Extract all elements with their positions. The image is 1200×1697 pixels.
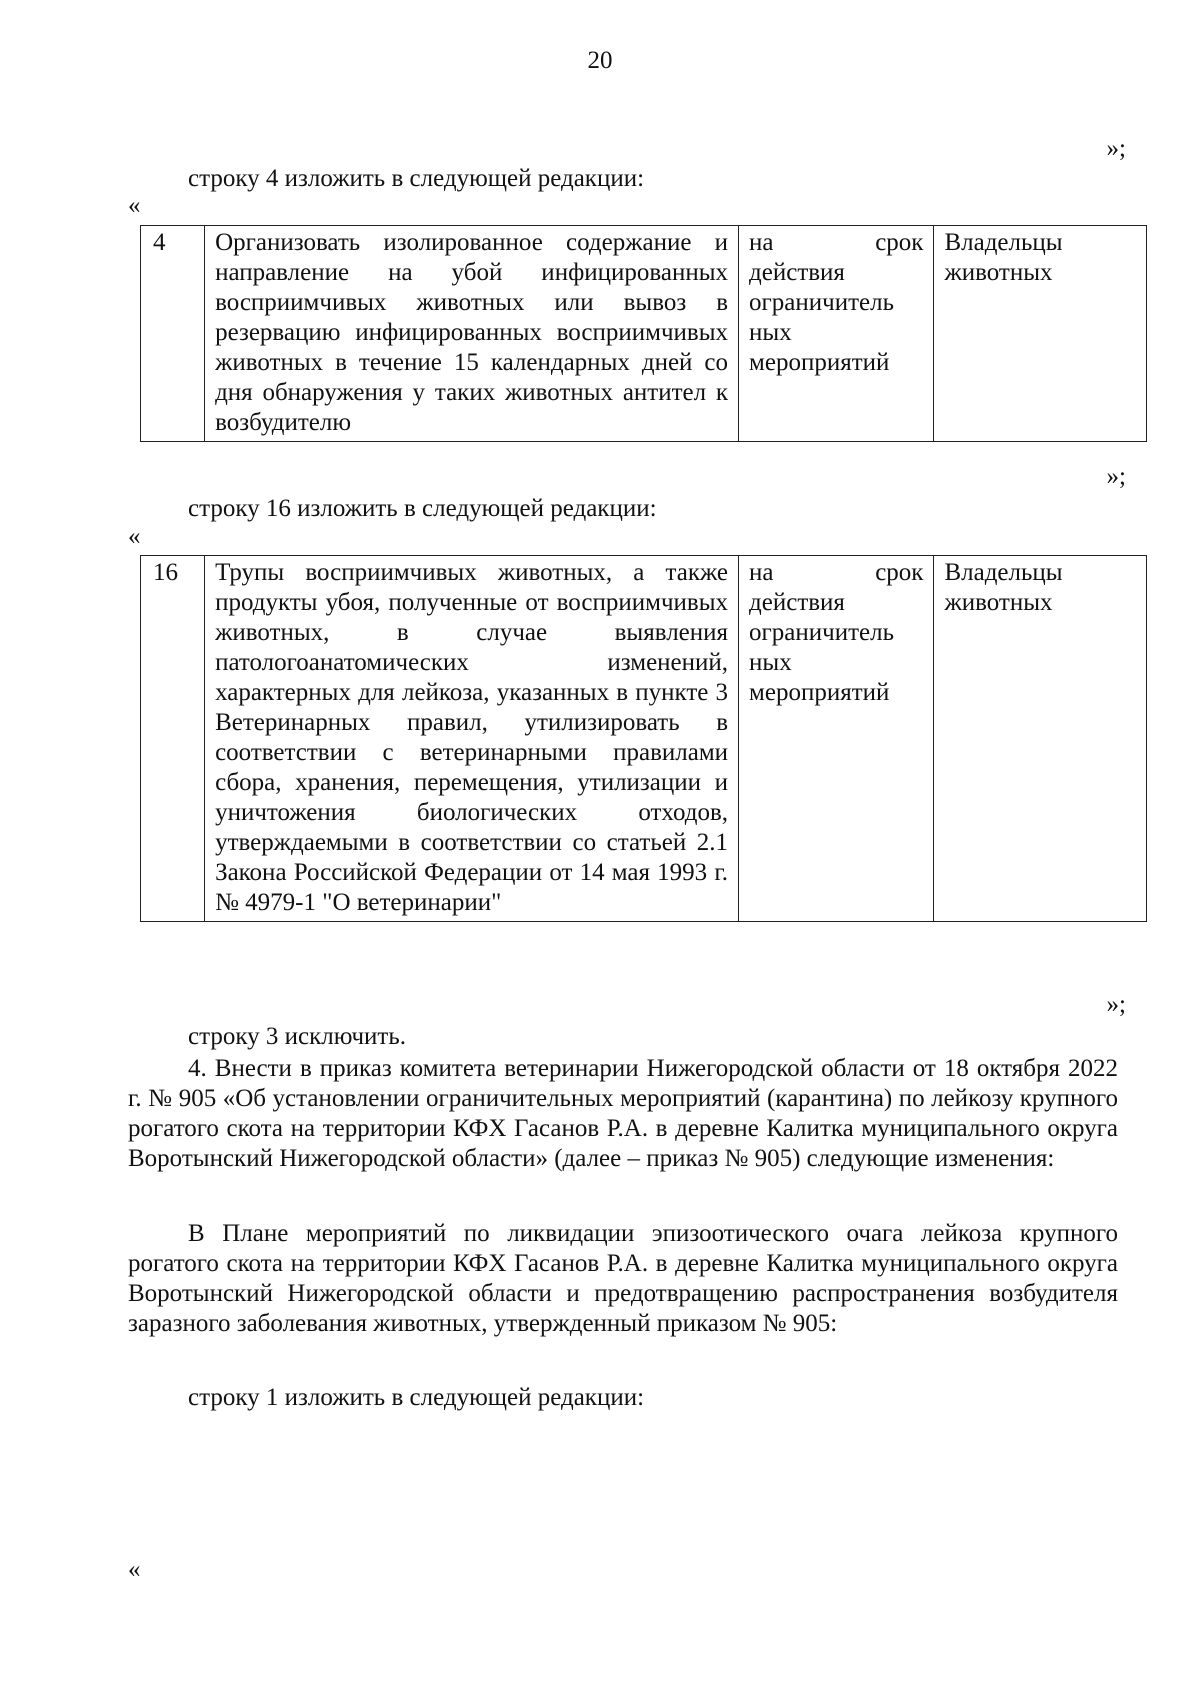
term-cell [739,226,934,442]
responsible-cell [934,226,1147,442]
row-number: 16 [141,556,205,922]
measure-text: Трупы восприимчивых животных, а также продукты убоя, полученные от восприимчивых животных, в случае выявления патологоанатомических изменений, характерных для лейкоза, указанных в пункте 3 Ветеринарных правил, утилизировать в соответствии с ветеринарными правилами сбора, хранения, перемещения, утилизации и уничтожения биологических отходов, утверждаемыми в соответствии со статьей 2.1 Закона Российской Федерации от 14 мая 1993 г. № 4979-1 "О ветеринарии" [205,556,739,922]
closing-quote: »; [1106,991,1126,1018]
opening-quote: « [128,1556,141,1583]
instruction-row-1: строку 1 изложить в следующей редакции: [188,1384,645,1411]
term-line: ограничитель [749,289,894,316]
responsible-line: Владельцы [944,559,1063,586]
table-row-16 [140,555,1147,922]
term-line: мероприятий [749,679,890,706]
term-line: мероприятий [749,349,890,376]
responsible-line: животных [944,259,1053,286]
term-line: действия [749,589,845,616]
paragraph-plan: В Плане мероприятий по ликвидации эпизоотического очага лейкоза крупного рогатого скота на территории КФХ Гасанов Р.А. в деревне Калитка муниципального округа Воротынский Нижегородской области и предотвращению распространения возбудителя заразного заболевания животных, утвержденный приказом № 905: [128,1220,1118,1337]
measure-text: Организовать изолированное содержание и направление на убой инфицированных восприимчивых животных или вывоз в резервацию инфицированных восприимчивых животных в течение 15 календарных дней со дня обнаружения у таких животных антител к возбудителю [205,226,739,442]
instruction-row-3: строку 3 исключить. [188,1023,406,1050]
closing-quote: »; [1106,463,1126,490]
term-first-line [749,558,923,588]
opening-quote: « [128,523,141,550]
term-word: на [749,229,774,256]
term-first-line [749,228,923,258]
term-line: ограничитель [749,619,894,646]
instruction-row-4: строку 4 изложить в следующей редакции: [188,165,645,192]
term-line: ных [749,649,792,676]
row-number: 4 [141,226,205,442]
term-word: на [749,559,774,586]
term-line: ных [749,319,792,346]
term-word: срок [875,559,924,586]
table-row [141,556,1147,922]
closing-quote: »; [1106,135,1126,162]
page-number: 20 [587,47,613,74]
responsible-cell [934,556,1147,922]
responsible-line: животных [944,589,1053,616]
paragraph-4: 4. Внести в приказ комитета ветеринарии Нижегородской области от 18 октября 2022 г. № 905 «Об установлении ограничительных мероприятий (карантина) по лейкозу крупного рогатого скота на территории КФХ Гасанов Р.А. в деревне Калитка муниципального округа Воротынский Нижегородской области» (далее – приказ № 905) следующие изменения: [128,1055,1118,1172]
term-line: действия [749,259,845,286]
term-cell [739,556,934,922]
instruction-row-16: строку 16 изложить в следующей редакции: [188,495,657,522]
term-word: срок [875,229,924,256]
opening-quote: « [128,192,141,219]
table-row-4 [140,225,1147,442]
table-row [141,226,1147,442]
responsible-line: Владельцы [944,229,1063,256]
